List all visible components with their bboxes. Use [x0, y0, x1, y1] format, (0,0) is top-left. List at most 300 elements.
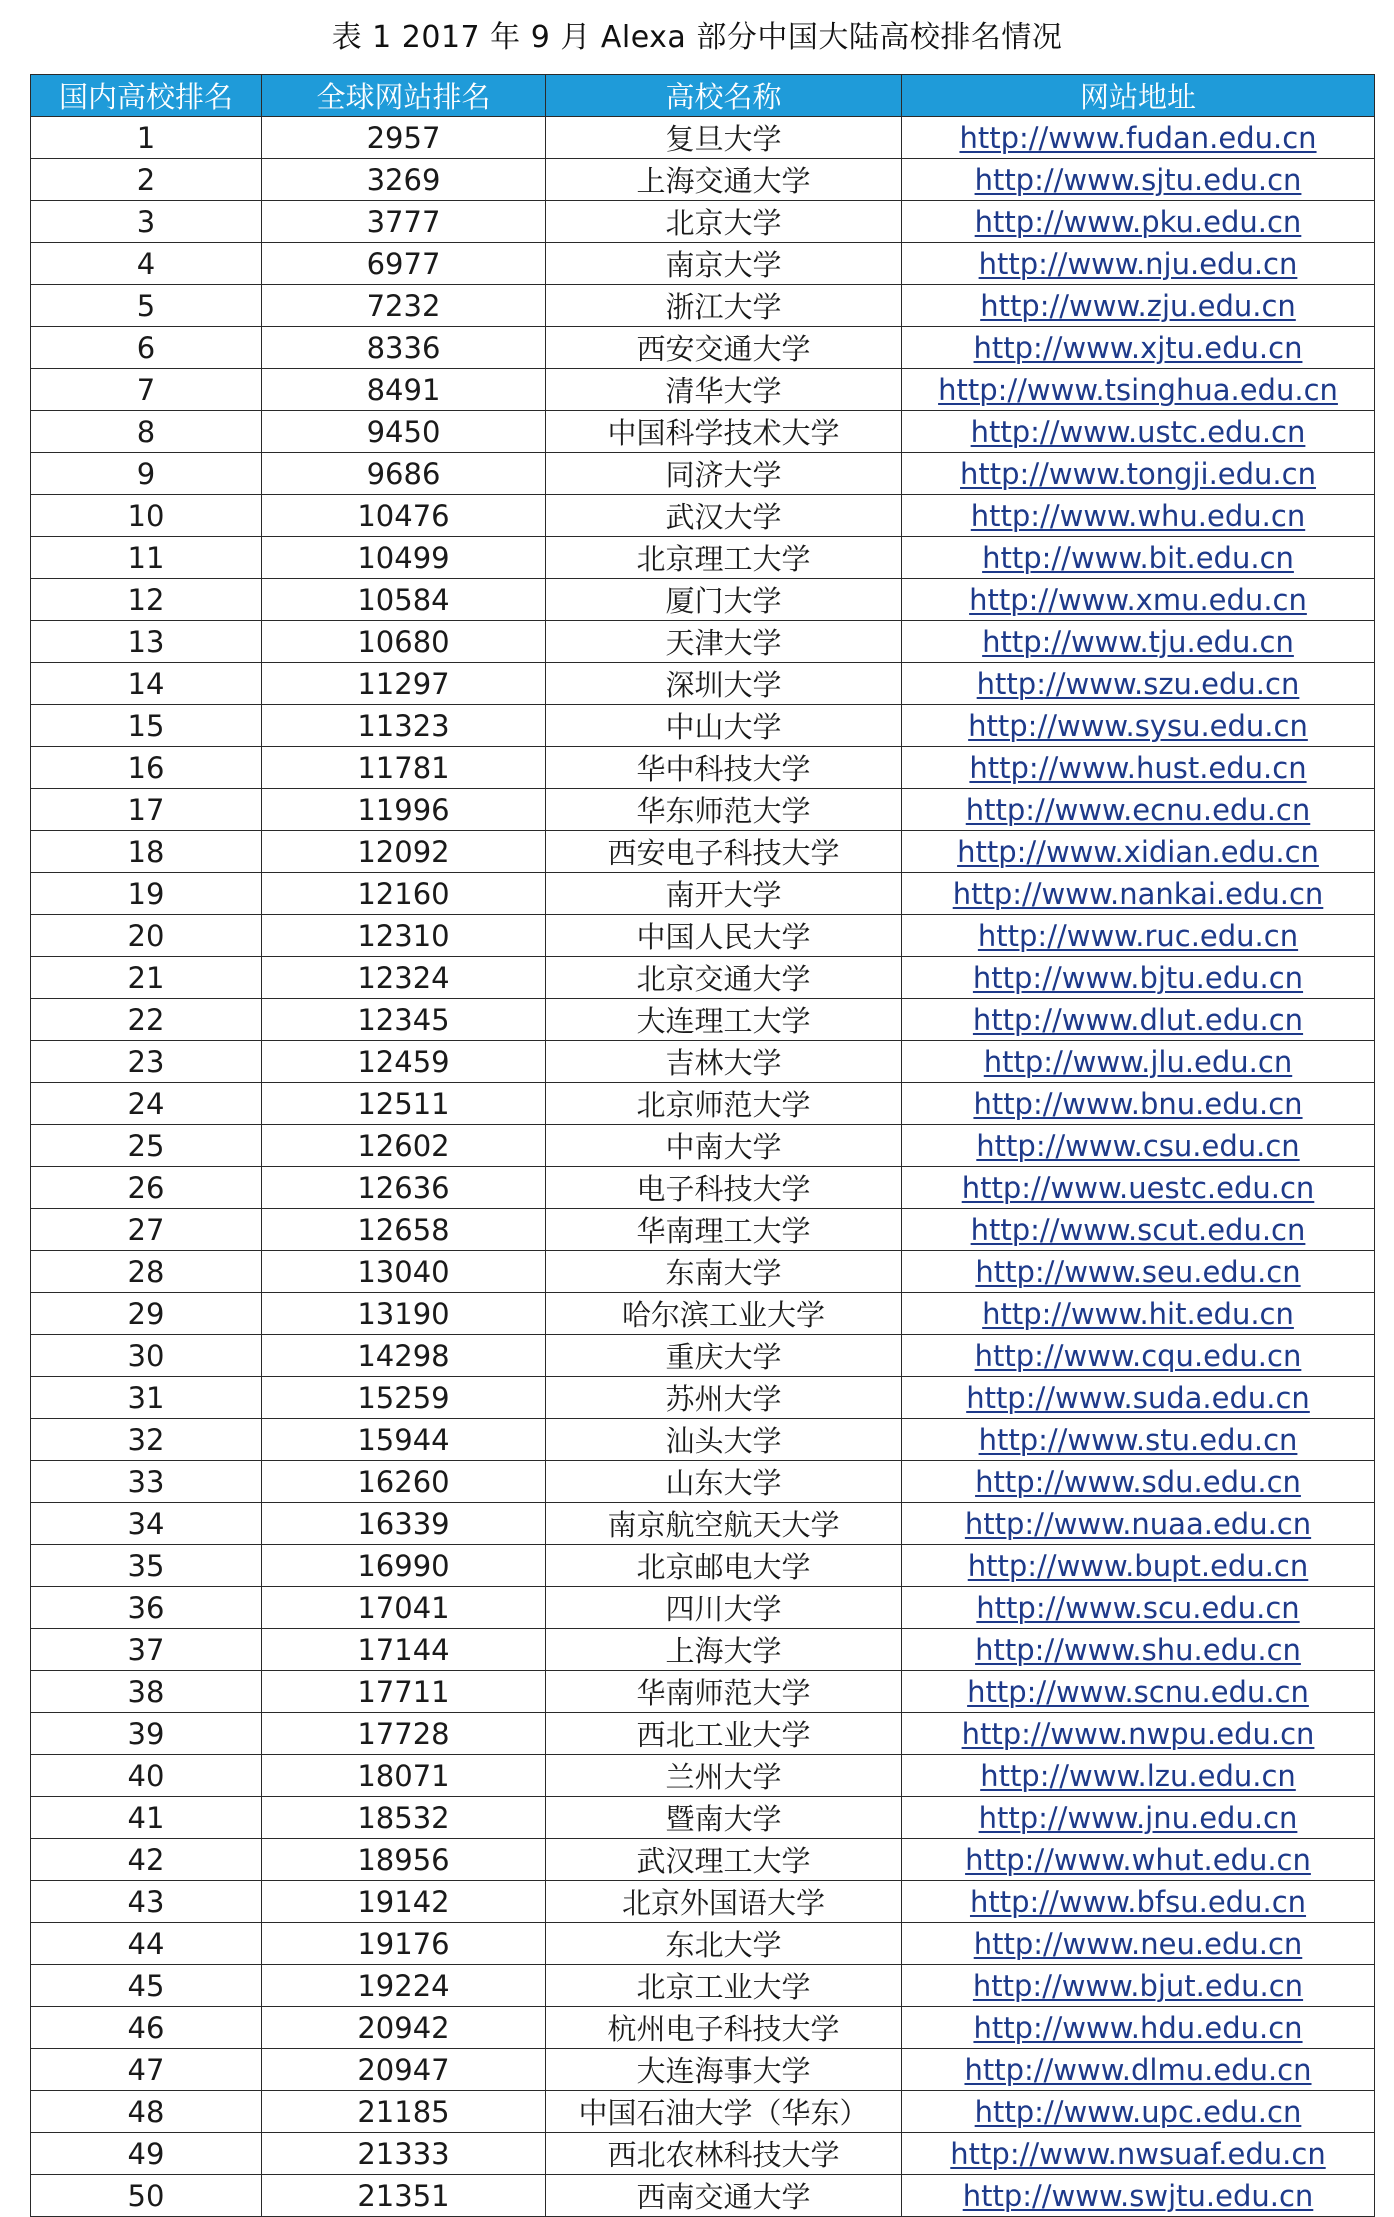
- university-name-cell: 苏州大学: [546, 1377, 902, 1419]
- global-rank-cell: 12511: [262, 1083, 546, 1125]
- domestic-rank-cell: 1: [31, 117, 262, 159]
- website-link[interactable]: http://www.jlu.edu.cn: [983, 1044, 1293, 1079]
- domestic-rank-cell: 4: [31, 243, 262, 285]
- global-rank-cell: 12658: [262, 1209, 546, 1251]
- website-link[interactable]: http://www.bjut.edu.cn: [972, 1968, 1304, 2003]
- global-rank-cell: 19224: [262, 1965, 546, 2007]
- university-name-cell: 中国科学技术大学: [546, 411, 902, 453]
- website-url-cell: [902, 1419, 1375, 1461]
- domestic-rank-cell: 34: [31, 1503, 262, 1545]
- domestic-rank-cell: 6: [31, 327, 262, 369]
- university-name-cell: 山东大学: [546, 1461, 902, 1503]
- website-url-cell: [902, 2007, 1375, 2049]
- global-rank-cell: 6977: [262, 243, 546, 285]
- website-url-cell: [902, 1839, 1375, 1881]
- table-row: [31, 1797, 1375, 1839]
- global-rank-cell: 11323: [262, 705, 546, 747]
- website-url-cell: [902, 201, 1375, 243]
- domestic-rank-cell: 2: [31, 159, 262, 201]
- domestic-rank-cell: 49: [31, 2133, 262, 2175]
- domestic-rank-cell: 7: [31, 369, 262, 411]
- website-url-cell: [902, 579, 1375, 621]
- university-name-cell: 北京师范大学: [546, 1083, 902, 1125]
- table-row: [31, 537, 1375, 579]
- table-row: [31, 369, 1375, 411]
- university-name-cell: 南京大学: [546, 243, 902, 285]
- domestic-rank-cell: 16: [31, 747, 262, 789]
- website-link[interactable]: http://www.hdu.edu.cn: [973, 2010, 1303, 2045]
- website-url-cell: [902, 1881, 1375, 1923]
- website-url-cell: [902, 1797, 1375, 1839]
- domestic-rank-cell: 17: [31, 789, 262, 831]
- table-row: [31, 495, 1375, 537]
- table-row: [31, 831, 1375, 873]
- website-url-cell: [902, 621, 1375, 663]
- domestic-rank-cell: 25: [31, 1125, 262, 1167]
- domestic-rank-cell: 39: [31, 1713, 262, 1755]
- website-link[interactable]: http://www.tsinghua.edu.cn: [938, 372, 1338, 407]
- domestic-rank-cell: 42: [31, 1839, 262, 1881]
- university-name-cell: 汕头大学: [546, 1419, 902, 1461]
- domestic-rank-cell: 12: [31, 579, 262, 621]
- domestic-rank-cell: 15: [31, 705, 262, 747]
- table-row: [31, 201, 1375, 243]
- website-link[interactable]: http://www.shu.edu.cn: [975, 1632, 1301, 1667]
- website-link[interactable]: http://www.scu.edu.cn: [976, 1590, 1300, 1625]
- website-link[interactable]: http://www.sysu.edu.cn: [968, 708, 1308, 743]
- global-rank-cell: 17144: [262, 1629, 546, 1671]
- website-link[interactable]: http://www.suda.edu.cn: [966, 1380, 1310, 1415]
- university-name-cell: 西南交通大学: [546, 2175, 902, 2217]
- website-url-cell: [902, 1671, 1375, 1713]
- domestic-rank-cell: 24: [31, 1083, 262, 1125]
- university-name-cell: 华南理工大学: [546, 1209, 902, 1251]
- website-url-cell: [902, 2133, 1375, 2175]
- website-link[interactable]: http://www.nankai.edu.cn: [952, 876, 1324, 911]
- global-rank-cell: 3269: [262, 159, 546, 201]
- domestic-rank-cell: 46: [31, 2007, 262, 2049]
- header-global-rank: 全球网站排名: [262, 75, 546, 117]
- global-rank-cell: 10499: [262, 537, 546, 579]
- university-name-cell: 中山大学: [546, 705, 902, 747]
- website-link[interactable]: http://www.pku.edu.cn: [974, 204, 1302, 239]
- table-row: [31, 579, 1375, 621]
- global-rank-cell: 11781: [262, 747, 546, 789]
- ranking-table: [30, 74, 1375, 2217]
- website-url-cell: [902, 1545, 1375, 1587]
- table-row: [31, 1377, 1375, 1419]
- header-university-name: 高校名称: [546, 75, 902, 117]
- university-name-cell: 北京工业大学: [546, 1965, 902, 2007]
- website-link[interactable]: http://www.tongji.edu.cn: [960, 456, 1316, 491]
- header-row: [31, 75, 1375, 117]
- website-url-cell: [902, 873, 1375, 915]
- table-row: [31, 1755, 1375, 1797]
- university-name-cell: 武汉大学: [546, 495, 902, 537]
- website-link[interactable]: http://www.nwsuaf.edu.cn: [950, 2136, 1326, 2171]
- table-row: [31, 999, 1375, 1041]
- website-url-cell: [902, 1713, 1375, 1755]
- website-url-cell: [902, 495, 1375, 537]
- global-rank-cell: 9450: [262, 411, 546, 453]
- website-link[interactable]: http://www.bjtu.edu.cn: [972, 960, 1304, 995]
- website-link[interactable]: http://www.zju.edu.cn: [980, 288, 1296, 323]
- table-row: [31, 1629, 1375, 1671]
- website-link[interactable]: http://www.xmu.edu.cn: [969, 582, 1307, 617]
- global-rank-cell: 12636: [262, 1167, 546, 1209]
- domestic-rank-cell: 43: [31, 1881, 262, 1923]
- university-name-cell: 华中科技大学: [546, 747, 902, 789]
- university-name-cell: 北京外国语大学: [546, 1881, 902, 1923]
- website-link[interactable]: http://www.swjtu.edu.cn: [962, 2178, 1314, 2213]
- table-row: [31, 1839, 1375, 1881]
- website-url-cell: [902, 1755, 1375, 1797]
- table-row: [31, 705, 1375, 747]
- university-name-cell: 东北大学: [546, 1923, 902, 1965]
- university-name-cell: 南开大学: [546, 873, 902, 915]
- table-row: [31, 1461, 1375, 1503]
- university-name-cell: 吉林大学: [546, 1041, 902, 1083]
- domestic-rank-cell: 23: [31, 1041, 262, 1083]
- website-url-cell: [902, 159, 1375, 201]
- website-link[interactable]: http://www.sdu.edu.cn: [975, 1464, 1301, 1499]
- global-rank-cell: 19176: [262, 1923, 546, 1965]
- website-url-cell: [902, 117, 1375, 159]
- website-link[interactable]: http://www.bfsu.edu.cn: [969, 1884, 1307, 1919]
- university-name-cell: 清华大学: [546, 369, 902, 411]
- global-rank-cell: 21185: [262, 2091, 546, 2133]
- global-rank-cell: 17041: [262, 1587, 546, 1629]
- header-domestic-rank: 国内高校排名: [31, 75, 262, 117]
- domestic-rank-cell: 35: [31, 1545, 262, 1587]
- global-rank-cell: 18071: [262, 1755, 546, 1797]
- website-url-cell: [902, 453, 1375, 495]
- university-name-cell: 华东师范大学: [546, 789, 902, 831]
- global-rank-cell: 16990: [262, 1545, 546, 1587]
- website-link[interactable]: http://www.dlut.edu.cn: [972, 1002, 1304, 1037]
- university-name-cell: 大连海事大学: [546, 2049, 902, 2091]
- website-url-cell: [902, 1587, 1375, 1629]
- university-name-cell: 中南大学: [546, 1125, 902, 1167]
- table-row: [31, 1713, 1375, 1755]
- website-link[interactable]: http://www.nju.edu.cn: [978, 246, 1298, 281]
- website-link[interactable]: http://www.xidian.edu.cn: [957, 834, 1319, 869]
- website-url-cell: [902, 705, 1375, 747]
- website-url-cell: [902, 537, 1375, 579]
- global-rank-cell: 15259: [262, 1377, 546, 1419]
- website-link[interactable]: http://www.fudan.edu.cn: [959, 120, 1317, 155]
- domestic-rank-cell: 33: [31, 1461, 262, 1503]
- website-link[interactable]: http://www.seu.edu.cn: [975, 1254, 1301, 1289]
- domestic-rank-cell: 50: [31, 2175, 262, 2217]
- website-url-cell: [902, 1251, 1375, 1293]
- domestic-rank-cell: 20: [31, 915, 262, 957]
- website-link[interactable]: http://www.upc.edu.cn: [974, 2094, 1302, 2129]
- website-link[interactable]: http://www.jnu.edu.cn: [978, 1800, 1298, 1835]
- domestic-rank-cell: 18: [31, 831, 262, 873]
- website-url-cell: [902, 957, 1375, 999]
- website-link[interactable]: http://www.dlmu.edu.cn: [964, 2052, 1312, 2087]
- global-rank-cell: 3777: [262, 201, 546, 243]
- table-row: [31, 1545, 1375, 1587]
- website-url-cell: [902, 1209, 1375, 1251]
- global-rank-cell: 21351: [262, 2175, 546, 2217]
- domestic-rank-cell: 27: [31, 1209, 262, 1251]
- domestic-rank-cell: 21: [31, 957, 262, 999]
- table-row: [31, 285, 1375, 327]
- website-url-cell: [902, 915, 1375, 957]
- global-rank-cell: 10584: [262, 579, 546, 621]
- domestic-rank-cell: 41: [31, 1797, 262, 1839]
- global-rank-cell: 10680: [262, 621, 546, 663]
- website-link[interactable]: http://www.whut.edu.cn: [965, 1842, 1311, 1877]
- table-row: [31, 1293, 1375, 1335]
- table-row: [31, 243, 1375, 285]
- website-url-cell: [902, 369, 1375, 411]
- table-row: [31, 1881, 1375, 1923]
- website-url-cell: [902, 327, 1375, 369]
- table-row: [31, 117, 1375, 159]
- global-rank-cell: 8336: [262, 327, 546, 369]
- university-name-cell: 华南师范大学: [546, 1671, 902, 1713]
- table-row: [31, 1251, 1375, 1293]
- table-row: [31, 2049, 1375, 2091]
- university-name-cell: 北京交通大学: [546, 957, 902, 999]
- table-row: [31, 1923, 1375, 1965]
- website-link[interactable]: http://www.bit.edu.cn: [982, 540, 1294, 575]
- global-rank-cell: 14298: [262, 1335, 546, 1377]
- global-rank-cell: 16260: [262, 1461, 546, 1503]
- website-link[interactable]: http://www.xjtu.edu.cn: [973, 330, 1303, 365]
- website-link[interactable]: http://www.stu.edu.cn: [978, 1422, 1298, 1457]
- university-name-cell: 电子科技大学: [546, 1167, 902, 1209]
- global-rank-cell: 12092: [262, 831, 546, 873]
- global-rank-cell: 16339: [262, 1503, 546, 1545]
- global-rank-cell: 19142: [262, 1881, 546, 1923]
- domestic-rank-cell: 8: [31, 411, 262, 453]
- domestic-rank-cell: 37: [31, 1629, 262, 1671]
- table-row: [31, 2175, 1375, 2217]
- table-row: [31, 873, 1375, 915]
- university-name-cell: 四川大学: [546, 1587, 902, 1629]
- global-rank-cell: 20942: [262, 2007, 546, 2049]
- university-name-cell: 西北农林科技大学: [546, 2133, 902, 2175]
- domestic-rank-cell: 3: [31, 201, 262, 243]
- university-name-cell: 西安交通大学: [546, 327, 902, 369]
- university-name-cell: 大连理工大学: [546, 999, 902, 1041]
- website-link[interactable]: http://www.cqu.edu.cn: [974, 1338, 1302, 1373]
- website-link[interactable]: http://www.nuaa.edu.cn: [964, 1506, 1312, 1541]
- table-row: [31, 1965, 1375, 2007]
- website-url-cell: [902, 999, 1375, 1041]
- website-link[interactable]: http://www.csu.edu.cn: [976, 1128, 1300, 1163]
- university-name-cell: 北京大学: [546, 201, 902, 243]
- global-rank-cell: 18532: [262, 1797, 546, 1839]
- global-rank-cell: 12345: [262, 999, 546, 1041]
- global-rank-cell: 7232: [262, 285, 546, 327]
- website-link[interactable]: http://www.bupt.edu.cn: [967, 1548, 1309, 1583]
- global-rank-cell: 17711: [262, 1671, 546, 1713]
- university-name-cell: 上海大学: [546, 1629, 902, 1671]
- table-row: [31, 663, 1375, 705]
- website-url-cell: [902, 2175, 1375, 2217]
- table-row: [31, 2133, 1375, 2175]
- table-header: [31, 75, 1375, 117]
- website-link[interactable]: http://www.tju.edu.cn: [982, 624, 1294, 659]
- website-url-cell: [902, 789, 1375, 831]
- website-url-cell: [902, 663, 1375, 705]
- table-row: [31, 915, 1375, 957]
- global-rank-cell: 15944: [262, 1419, 546, 1461]
- global-rank-cell: 12324: [262, 957, 546, 999]
- domestic-rank-cell: 19: [31, 873, 262, 915]
- table-row: [31, 1671, 1375, 1713]
- website-url-cell: [902, 831, 1375, 873]
- table-row: [31, 2007, 1375, 2049]
- table-row: [31, 159, 1375, 201]
- website-link[interactable]: http://www.sjtu.edu.cn: [974, 162, 1302, 197]
- table-row: [31, 1167, 1375, 1209]
- website-link[interactable]: http://www.ruc.edu.cn: [977, 918, 1299, 953]
- domestic-rank-cell: 47: [31, 2049, 262, 2091]
- website-url-cell: [902, 1083, 1375, 1125]
- table-row: [31, 453, 1375, 495]
- table-row: [31, 2091, 1375, 2133]
- website-url-cell: [902, 1461, 1375, 1503]
- global-rank-cell: 12459: [262, 1041, 546, 1083]
- domestic-rank-cell: 45: [31, 1965, 262, 2007]
- table-row: [31, 747, 1375, 789]
- global-rank-cell: 11297: [262, 663, 546, 705]
- table-row: [31, 1209, 1375, 1251]
- university-name-cell: 西安电子科技大学: [546, 831, 902, 873]
- website-link[interactable]: http://www.scut.edu.cn: [970, 1212, 1306, 1247]
- table-row: [31, 1125, 1375, 1167]
- domestic-rank-cell: 38: [31, 1671, 262, 1713]
- domestic-rank-cell: 10: [31, 495, 262, 537]
- domestic-rank-cell: 29: [31, 1293, 262, 1335]
- website-url-cell: [902, 2049, 1375, 2091]
- university-name-cell: 重庆大学: [546, 1335, 902, 1377]
- website-url-cell: [902, 747, 1375, 789]
- university-name-cell: 哈尔滨工业大学: [546, 1293, 902, 1335]
- university-name-cell: 天津大学: [546, 621, 902, 663]
- website-link[interactable]: http://www.neu.edu.cn: [973, 1926, 1303, 1961]
- table-row: [31, 1587, 1375, 1629]
- domestic-rank-cell: 5: [31, 285, 262, 327]
- global-rank-cell: 12310: [262, 915, 546, 957]
- website-link[interactable]: http://www.nwpu.edu.cn: [961, 1716, 1315, 1751]
- domestic-rank-cell: 31: [31, 1377, 262, 1419]
- university-name-cell: 中国人民大学: [546, 915, 902, 957]
- website-url-cell: [902, 1629, 1375, 1671]
- website-url-cell: [902, 2091, 1375, 2133]
- university-name-cell: 复旦大学: [546, 117, 902, 159]
- university-name-cell: 杭州电子科技大学: [546, 2007, 902, 2049]
- university-name-cell: 南京航空航天大学: [546, 1503, 902, 1545]
- website-link[interactable]: http://www.bnu.edu.cn: [973, 1086, 1303, 1121]
- table-row: [31, 327, 1375, 369]
- global-rank-cell: 20947: [262, 2049, 546, 2091]
- website-link[interactable]: http://www.ustc.edu.cn: [970, 414, 1306, 449]
- table-row: [31, 411, 1375, 453]
- website-url-cell: [902, 1503, 1375, 1545]
- table-row: [31, 789, 1375, 831]
- domestic-rank-cell: 14: [31, 663, 262, 705]
- table-row: [31, 957, 1375, 999]
- university-name-cell: 中国石油大学（华东）: [546, 2091, 902, 2133]
- university-name-cell: 浙江大学: [546, 285, 902, 327]
- table-row: [31, 1083, 1375, 1125]
- global-rank-cell: 21333: [262, 2133, 546, 2175]
- website-url-cell: [902, 1125, 1375, 1167]
- website-url-cell: [902, 1965, 1375, 2007]
- global-rank-cell: 11996: [262, 789, 546, 831]
- university-name-cell: 上海交通大学: [546, 159, 902, 201]
- website-link[interactable]: http://www.hit.edu.cn: [982, 1296, 1294, 1331]
- domestic-rank-cell: 32: [31, 1419, 262, 1461]
- website-url-cell: [902, 243, 1375, 285]
- website-url-cell: [902, 1335, 1375, 1377]
- website-link[interactable]: http://www.lzu.edu.cn: [980, 1758, 1296, 1793]
- domestic-rank-cell: 36: [31, 1587, 262, 1629]
- header-website-url: 网站地址: [902, 75, 1375, 117]
- website-link[interactable]: http://www.whu.edu.cn: [970, 498, 1306, 533]
- university-name-cell: 厦门大学: [546, 579, 902, 621]
- website-url-cell: [902, 1041, 1375, 1083]
- global-rank-cell: 2957: [262, 117, 546, 159]
- domestic-rank-cell: 44: [31, 1923, 262, 1965]
- university-name-cell: 兰州大学: [546, 1755, 902, 1797]
- table-row: [31, 1503, 1375, 1545]
- university-name-cell: 武汉理工大学: [546, 1839, 902, 1881]
- university-name-cell: 暨南大学: [546, 1797, 902, 1839]
- table-caption: 表 1 2017 年 9 月 Alexa 部分中国大陆高校排名情况: [331, 20, 1063, 55]
- website-link[interactable]: http://www.hust.edu.cn: [969, 750, 1307, 785]
- table-body: [31, 117, 1375, 2217]
- domestic-rank-cell: 48: [31, 2091, 262, 2133]
- domestic-rank-cell: 30: [31, 1335, 262, 1377]
- university-name-cell: 东南大学: [546, 1251, 902, 1293]
- university-name-cell: 同济大学: [546, 453, 902, 495]
- domestic-rank-cell: 9: [31, 453, 262, 495]
- website-url-cell: [902, 1377, 1375, 1419]
- university-name-cell: 北京邮电大学: [546, 1545, 902, 1587]
- global-rank-cell: 18956: [262, 1839, 546, 1881]
- website-url-cell: [902, 1293, 1375, 1335]
- domestic-rank-cell: 11: [31, 537, 262, 579]
- website-link[interactable]: http://www.szu.edu.cn: [976, 666, 1300, 701]
- table-row: [31, 1419, 1375, 1461]
- global-rank-cell: 9686: [262, 453, 546, 495]
- global-rank-cell: 12602: [262, 1125, 546, 1167]
- website-url-cell: [902, 1167, 1375, 1209]
- website-link[interactable]: http://www.ecnu.edu.cn: [965, 792, 1311, 827]
- website-url-cell: [902, 285, 1375, 327]
- university-name-cell: 深圳大学: [546, 663, 902, 705]
- table-row: [31, 1335, 1375, 1377]
- domestic-rank-cell: 40: [31, 1755, 262, 1797]
- table-row: [31, 621, 1375, 663]
- website-link[interactable]: http://www.uestc.edu.cn: [961, 1170, 1315, 1205]
- website-url-cell: [902, 411, 1375, 453]
- global-rank-cell: 17728: [262, 1713, 546, 1755]
- global-rank-cell: 13040: [262, 1251, 546, 1293]
- global-rank-cell: 8491: [262, 369, 546, 411]
- university-name-cell: 北京理工大学: [546, 537, 902, 579]
- domestic-rank-cell: 13: [31, 621, 262, 663]
- website-link[interactable]: http://www.scnu.edu.cn: [967, 1674, 1309, 1709]
